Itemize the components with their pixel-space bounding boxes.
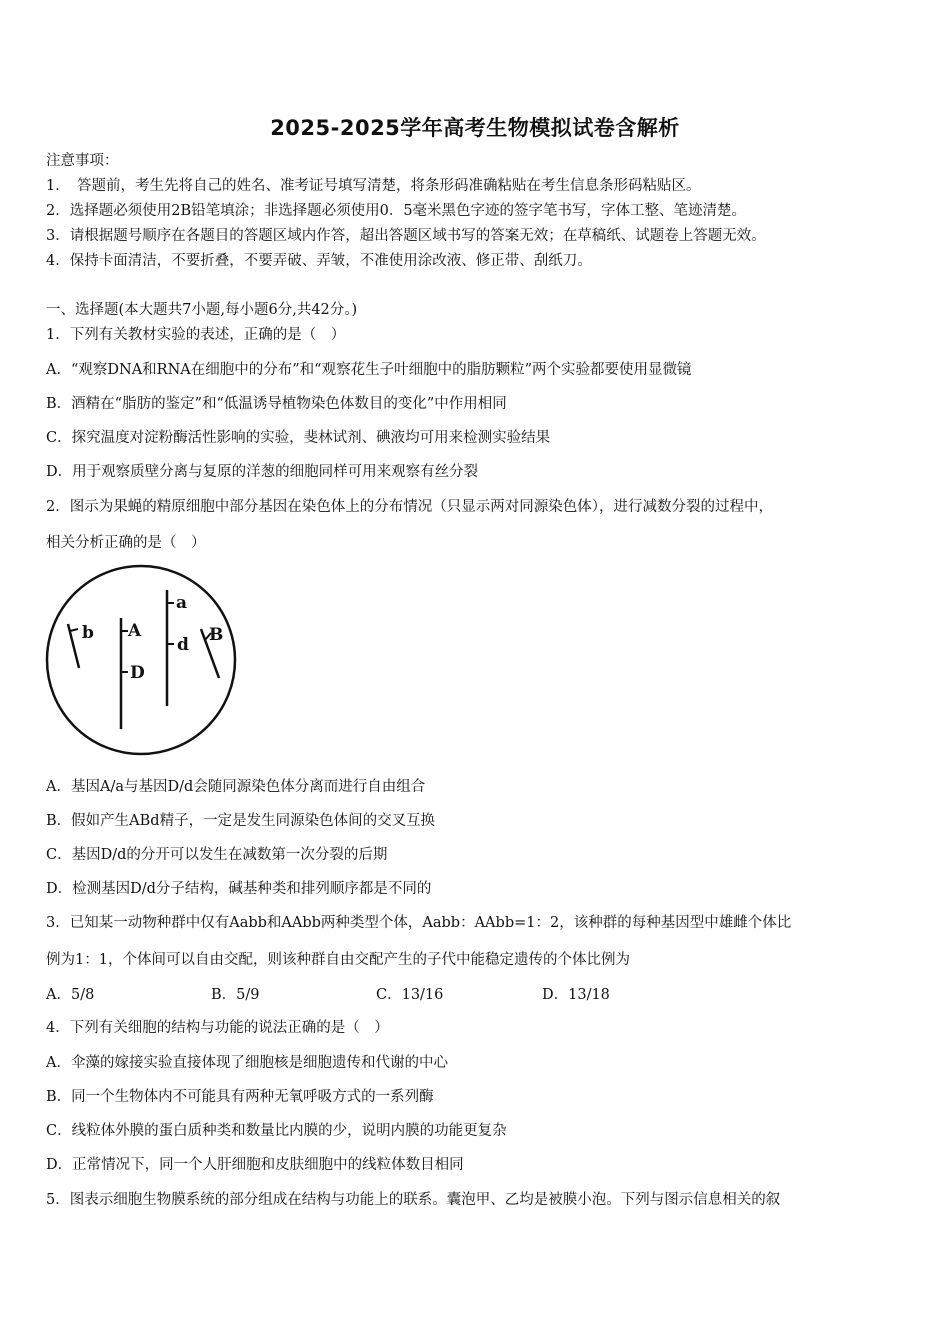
question-stem-line-2: 相关分析正确的是（ ） bbox=[46, 535, 206, 551]
cell-outline bbox=[47, 566, 235, 754]
section-heading: 一、选择题(本大题共7小题,每小题6分,共42分。) bbox=[46, 302, 358, 318]
option-b: B．酒精在“脂肪的鉴定”和“低温诱导植物染色体数目的变化”中作用相同 bbox=[46, 396, 507, 412]
gene-label-d: d bbox=[177, 635, 189, 655]
gene-label-b: b bbox=[82, 623, 94, 643]
option-b: B．5/9 bbox=[211, 987, 260, 1003]
question-stem-line-2: 例为1：1，个体间可以自由交配，则该种群自由交配产生的子代中能稳定遗传的个体比例为 bbox=[46, 952, 630, 968]
option-c: C．基因D/d的分开可以发生在减数第一次分裂的后期 bbox=[46, 847, 388, 863]
question-stem: 1．下列有关教材实验的表述，正确的是（ ） bbox=[46, 327, 346, 343]
option-a: A．伞藻的嫁接实验直接体现了细胞核是细胞遗传和代谢的中心 bbox=[46, 1055, 448, 1071]
option-b: B．同一个生物体内不可能具有两种无氧呼吸方式的一系列酶 bbox=[46, 1089, 434, 1105]
question-stem: 4．下列有关细胞的结构与功能的说法正确的是（ ） bbox=[46, 1020, 389, 1036]
option-c: C．线粒体外膜的蛋白质种类和数量比内膜的少，说明内膜的功能更复杂 bbox=[46, 1123, 507, 1139]
option-a: A．5/8 bbox=[46, 987, 95, 1003]
option-b: B．假如产生ABd精子，一定是发生同源染色体间的交叉互换 bbox=[46, 813, 436, 829]
question-stem-line-1: 3．已知某一动物种群中仅有Aabb和AAbb两种类型个体，Aabb：AAbb=1：2，该种群的每种基因型中雄雌个体比 bbox=[46, 915, 792, 931]
notice-heading: 注意事项： bbox=[46, 153, 119, 169]
option-a: A．基因A/a与基因D/d会随同源染色体分离而进行自由组合 bbox=[46, 779, 426, 795]
option-c: C．13/16 bbox=[376, 987, 444, 1003]
option-d: D．13/18 bbox=[542, 987, 610, 1003]
gene-label-D: D bbox=[130, 663, 145, 683]
gene-label-B: B bbox=[209, 625, 224, 645]
chromosome-figure bbox=[44, 563, 240, 759]
notice-item-2: 2．选择题必须使用2B铅笔填涂；非选择题必须使用0．5毫米黑色字迹的签字笔书写，字体工整、笔迹清楚。 bbox=[46, 203, 747, 219]
option-d: D．用于观察质壁分离与复原的洋葱的细胞同样可用来观察有丝分裂 bbox=[46, 464, 479, 480]
gene-label-A: A bbox=[128, 621, 142, 641]
page-title: 2025-2025学年高考生物模拟试卷含解析 bbox=[270, 116, 680, 140]
question-stem-line-1: 2．图示为果蝇的精原细胞中部分基因在染色体上的分布情况（只显示两对同源染色体），进行减数分裂的过程中， bbox=[46, 499, 773, 515]
question-stem-line-1: 5．图表示细胞生物膜系统的部分组成在结构与功能上的联系。囊泡甲、乙均是被膜小泡。下列与图示信息相关的叙 bbox=[46, 1192, 781, 1208]
option-d: D．检测基因D/d分子结构，碱基种类和排列顺序都是不同的 bbox=[46, 881, 432, 897]
option-c: C．探究温度对淀粉酶活性影响的实验，斐林试剂、碘液均可用来检测实验结果 bbox=[46, 430, 551, 446]
option-a: A．“观察DNA和RNA在细胞中的分布”和“观察花生子叶细胞中的脂肪颗粒”两个实验都要使用显微镜 bbox=[46, 362, 692, 378]
gene-label-a: a bbox=[176, 593, 188, 613]
option-d: D．正常情况下，同一个人肝细胞和皮肤细胞中的线粒体数目相同 bbox=[46, 1157, 464, 1173]
notice-item-1: 1． 答题前，考生先将自己的姓名、准考证号填写清楚，将条形码准确粘贴在考生信息条形码粘贴区。 bbox=[46, 178, 701, 194]
notice-item-4: 4．保持卡面清洁，不要折叠，不要弄破、弄皱，不准使用涂改液、修正带、刮纸刀。 bbox=[46, 253, 592, 269]
notice-item-3: 3．请根据题号顺序在各题目的答题区域内作答，超出答题区域书写的答案无效；在草稿纸、试题卷上答题无效。 bbox=[46, 228, 766, 244]
